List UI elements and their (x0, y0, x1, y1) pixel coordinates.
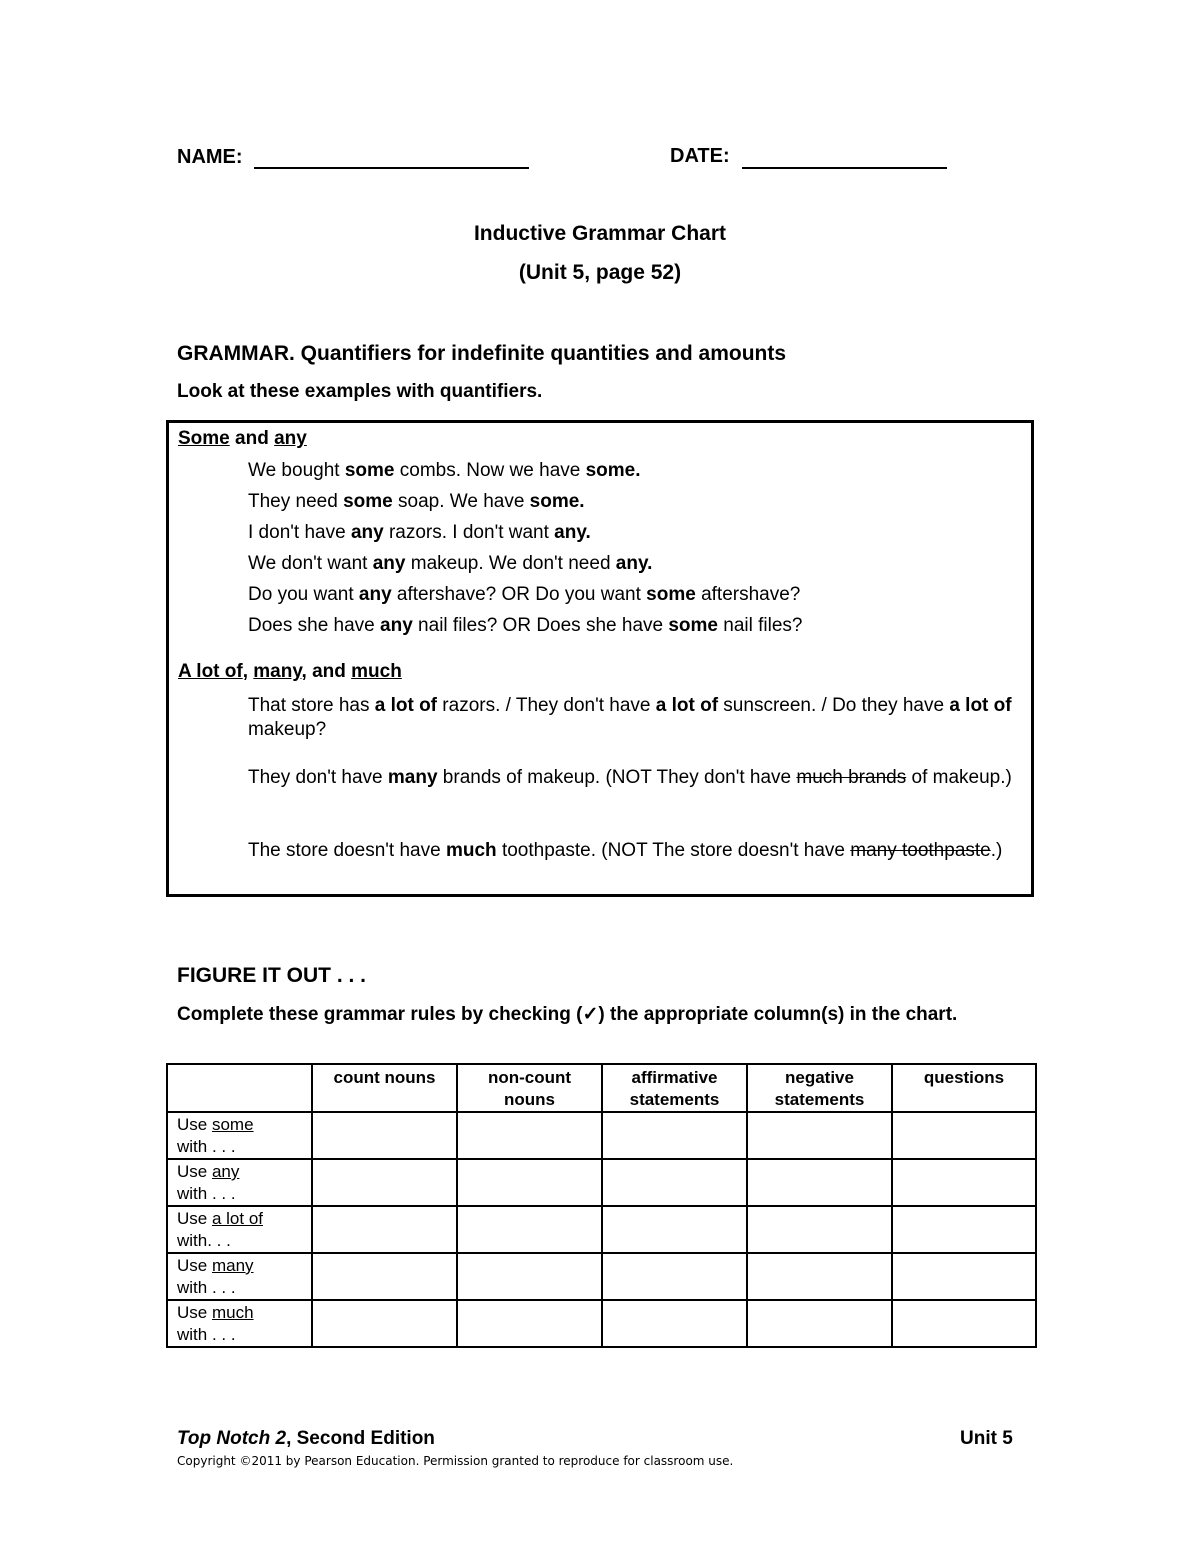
check-cell[interactable] (312, 1159, 457, 1206)
sentence-text: combs. Now we have (394, 460, 586, 481)
check-cell[interactable] (602, 1159, 747, 1206)
example-sentence (248, 583, 1018, 607)
example-sentence (248, 552, 1018, 576)
quantifier-word: any (380, 615, 413, 636)
quantifier-word: any (350, 522, 384, 543)
check-cell[interactable] (312, 1112, 457, 1159)
quantifier-word: some (668, 615, 718, 636)
sentence-text: They need (248, 491, 344, 512)
some-any-heading-word2: any (274, 428, 307, 449)
examples-box (166, 420, 1034, 897)
date-label: DATE: (670, 145, 730, 167)
name-date-row (177, 145, 1027, 175)
grammar-heading: GRAMMAR. Quantifiers for indefinite quantities and amounts (177, 342, 787, 365)
sentence-text: nail files? OR Does she have (412, 615, 669, 636)
copyright-notice: Copyright ©2011 by Pearson Education. Permission granted to reproduce for classroom use. (177, 1454, 734, 1468)
table-row (167, 1206, 1036, 1253)
some-any-heading (178, 428, 307, 450)
example-sentence (248, 694, 1018, 742)
sentence-text: That store has (248, 695, 375, 716)
check-cell[interactable] (602, 1206, 747, 1253)
some-any-heading-word1: Some (178, 428, 230, 449)
sentence-text: makeup. We don't need (405, 553, 616, 574)
quantifier-word: some (344, 460, 395, 481)
check-cell[interactable] (457, 1112, 602, 1159)
row-label-quantifier: any (211, 1162, 240, 1181)
check-cell[interactable] (892, 1206, 1036, 1253)
column-header: count nouns (312, 1064, 457, 1112)
example-sentence (248, 521, 1018, 545)
row-label (167, 1300, 312, 1347)
table-corner-cell (167, 1064, 312, 1112)
table-row (167, 1253, 1036, 1300)
page-title: Inductive Grammar Chart (473, 222, 727, 245)
quantifier-word: any. (554, 522, 591, 543)
check-cell[interactable] (747, 1112, 892, 1159)
sentence-text: aftershave? OR Do you want (391, 584, 647, 605)
table-row (167, 1112, 1036, 1159)
example-sentence (248, 614, 1018, 638)
check-cell[interactable] (312, 1253, 457, 1300)
example-sentence (248, 490, 1018, 514)
footer-book-title (177, 1428, 435, 1450)
row-label-use: Use (177, 1115, 212, 1134)
check-cell[interactable] (747, 1253, 892, 1300)
row-label (167, 1159, 312, 1206)
sentence-text: nail files? (718, 615, 803, 636)
row-label-quantifier: much (211, 1303, 254, 1322)
row-label-with: with . . . (177, 1137, 236, 1156)
check-cell[interactable] (892, 1253, 1036, 1300)
lot-heading-word3: much (351, 661, 402, 682)
row-label-use: Use (177, 1162, 212, 1181)
table-header-row (167, 1064, 1036, 1112)
sentence-text: razors. / They don't have (437, 695, 656, 716)
row-label-use: Use (177, 1256, 212, 1275)
page-subtitle: (Unit 5, page 52) (518, 261, 682, 284)
row-label-use: Use (177, 1209, 212, 1228)
row-label (167, 1253, 312, 1300)
figure-it-out-instruction: Complete these grammar rules by checking (✓) the appropriate column(s) in the chart. (177, 1004, 958, 1025)
name-field[interactable] (254, 145, 529, 169)
row-label-use: Use (177, 1303, 212, 1322)
table-row (167, 1159, 1036, 1206)
check-cell[interactable] (602, 1112, 747, 1159)
row-label (167, 1112, 312, 1159)
sentence-text: aftershave? (695, 584, 801, 605)
sentence-text: soap. We have (392, 491, 530, 512)
row-label-with: with . . . (177, 1325, 236, 1344)
quantifier-word: some (646, 584, 696, 605)
quantifier-word: any (372, 553, 406, 574)
sentence-text: toothpaste. (NOT The store doesn't have (496, 840, 851, 861)
name-label: NAME: (177, 146, 243, 168)
figure-it-out-heading: FIGURE IT OUT . . . (177, 964, 366, 987)
check-cell[interactable] (602, 1253, 747, 1300)
quantifier-word: a lot of (655, 695, 719, 716)
row-label-quantifier: a lot of (211, 1209, 264, 1228)
sentence-text: of makeup.) (906, 767, 1012, 788)
footer-edition: , Second Edition (286, 1428, 435, 1449)
quantifier-word: some (343, 491, 393, 512)
column-header: negative statements (747, 1064, 892, 1112)
footer-unit: Unit 5 (960, 1428, 1013, 1449)
quantifier-word: any (358, 584, 392, 605)
lot-heading-word2: many (253, 661, 302, 682)
quantifier-word: some. (529, 491, 585, 512)
quantifier-word: any. (615, 553, 653, 574)
sentence-text: brands of makeup. (NOT They don't have (437, 767, 797, 788)
lot-heading-comma2: , and (301, 661, 352, 682)
check-cell[interactable] (892, 1159, 1036, 1206)
sentence-text: I don't have (248, 522, 351, 543)
incorrect-phrase: many toothpaste (850, 840, 991, 861)
some-any-heading-and: and (229, 428, 275, 449)
incorrect-phrase: much brands (796, 767, 907, 788)
table-row (167, 1300, 1036, 1347)
sentence-text: Do you want (248, 584, 359, 605)
sentence-text: sunscreen. / Do they have (718, 695, 950, 716)
sentence-text: We don't want (248, 553, 373, 574)
column-header: questions (892, 1064, 1036, 1112)
row-label-with: with . . . (177, 1184, 236, 1203)
check-cell[interactable] (747, 1300, 892, 1347)
row-label-with: with. . . (177, 1231, 231, 1250)
quantifier-word: many (387, 767, 438, 788)
check-cell[interactable] (602, 1300, 747, 1347)
sentence-text: The store doesn't have (248, 840, 446, 861)
grammar-instruction: Look at these examples with quantifiers. (177, 381, 543, 402)
check-cell[interactable] (457, 1300, 602, 1347)
example-sentence (248, 459, 1018, 483)
column-header: affirmative statements (602, 1064, 747, 1112)
lot-heading-word1: A lot of (178, 661, 243, 682)
lot-many-much-heading (178, 661, 402, 683)
sentence-text: razors. I don't want (383, 522, 555, 543)
check-cell[interactable] (312, 1300, 457, 1347)
lot-heading-comma1: , (242, 661, 254, 682)
grammar-rules-table (166, 1063, 1037, 1348)
footer-book-name: Top Notch 2 (177, 1428, 287, 1449)
example-sentence (248, 839, 1018, 863)
check-cell[interactable] (312, 1206, 457, 1253)
check-cell[interactable] (892, 1300, 1036, 1347)
row-label-quantifier: many (211, 1256, 254, 1275)
sentence-text: makeup? (248, 719, 327, 740)
quantifier-word: a lot of (374, 695, 438, 716)
check-cell[interactable] (892, 1112, 1036, 1159)
example-sentence (248, 766, 1018, 790)
check-cell[interactable] (457, 1159, 602, 1206)
quantifier-word: much (445, 840, 497, 861)
check-cell[interactable] (747, 1159, 892, 1206)
sentence-text: .) (990, 840, 1003, 861)
quantifier-word: some. (585, 460, 641, 481)
column-header: non-count nouns (457, 1064, 602, 1112)
check-cell[interactable] (457, 1253, 602, 1300)
sentence-text: We bought (248, 460, 345, 481)
sentence-text: Does she have (248, 615, 381, 636)
sentence-text: They don't have (248, 767, 388, 788)
date-field[interactable] (742, 145, 947, 169)
check-cell[interactable] (457, 1206, 602, 1253)
row-label (167, 1206, 312, 1253)
row-label-quantifier: some (211, 1115, 254, 1134)
quantifier-word: a lot of (949, 695, 1012, 716)
row-label-with: with . . . (177, 1278, 236, 1297)
check-cell[interactable] (747, 1206, 892, 1253)
